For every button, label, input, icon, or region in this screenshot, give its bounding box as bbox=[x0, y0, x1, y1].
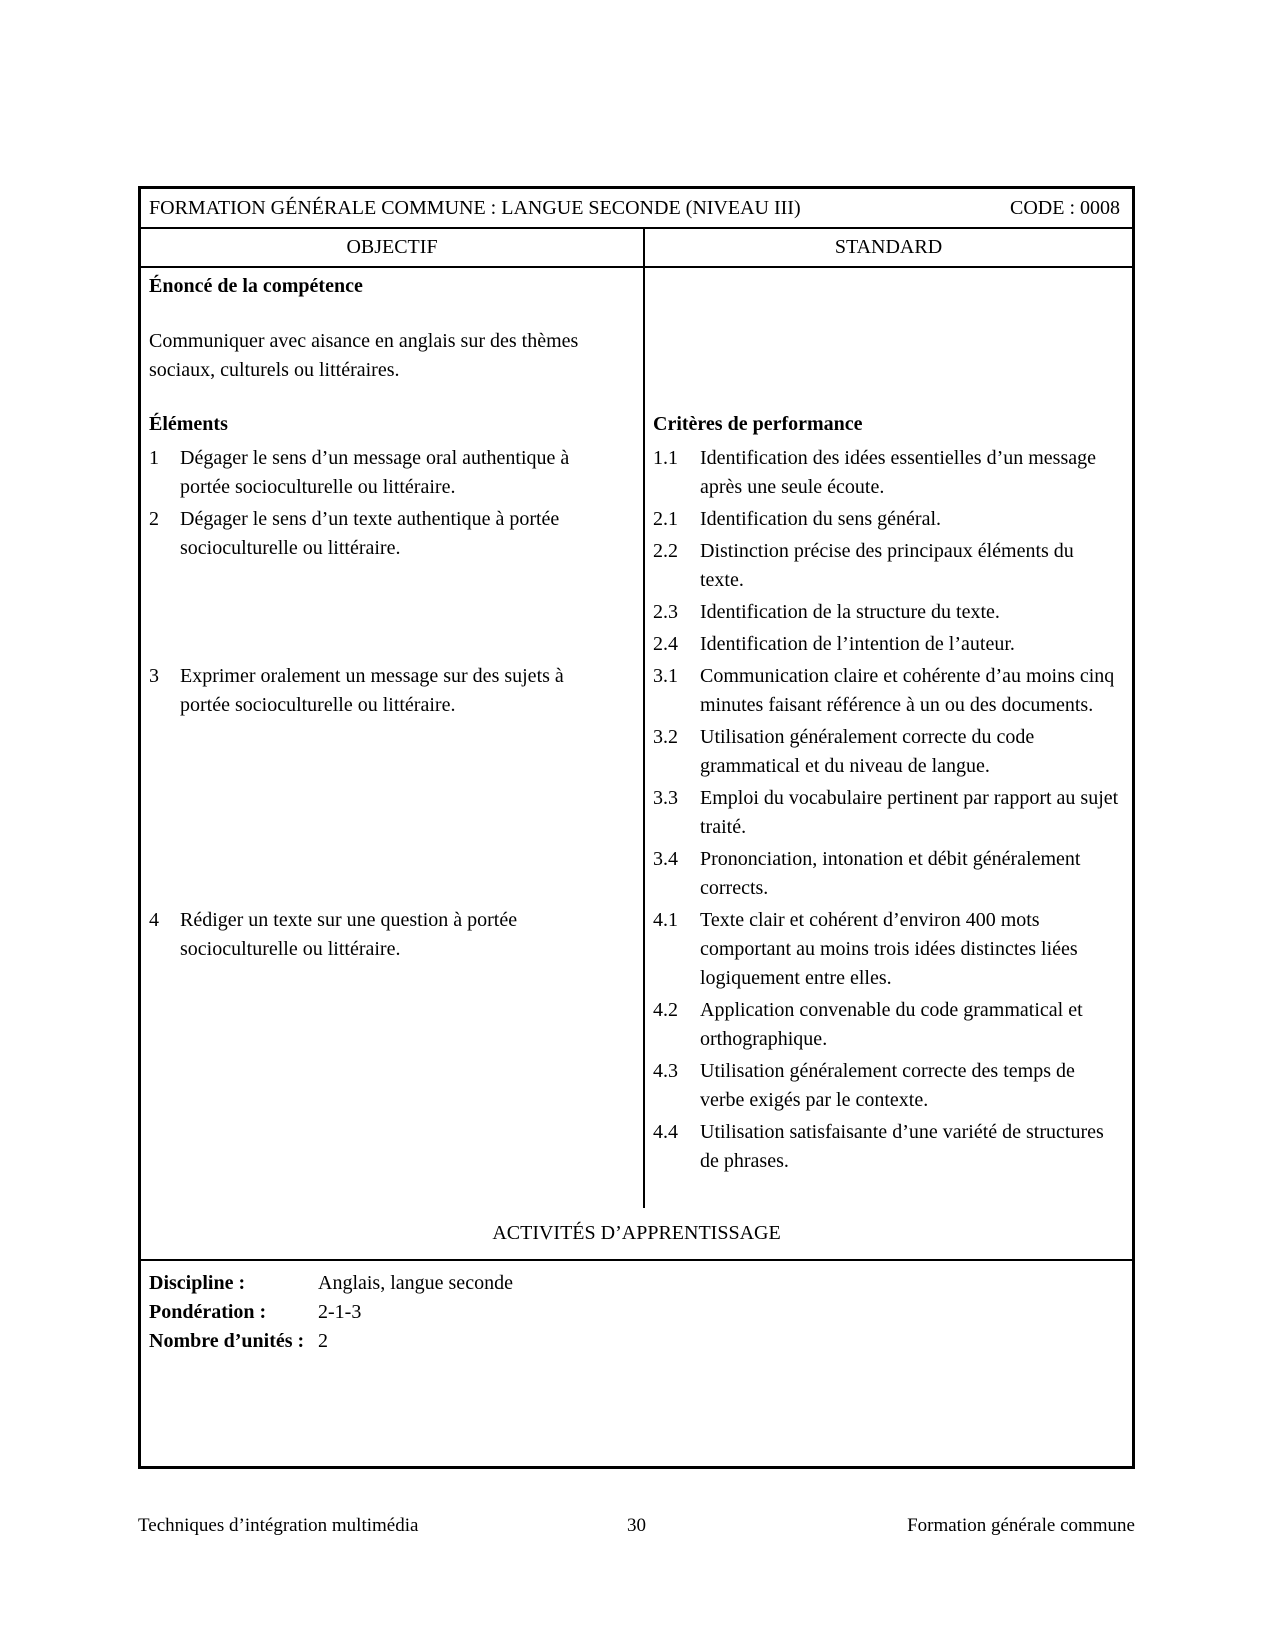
criterion-text: Utilisation généralement correcte du code grammatical et du niveau de langue. bbox=[700, 726, 1035, 777]
criterion-item bbox=[653, 723, 1124, 781]
criterion-number: 3.1 bbox=[653, 665, 678, 687]
footer-page-number: 30 bbox=[627, 1515, 646, 1536]
criterion-item bbox=[653, 1057, 1124, 1115]
element-number: 3 bbox=[149, 665, 159, 687]
criterion-number: 2.4 bbox=[653, 633, 678, 655]
field-label: Nombre d’unités : bbox=[149, 1330, 305, 1352]
criterion-text: Identification des idées essentielles d’un message après une seule écoute. bbox=[700, 447, 1096, 498]
field-value: Anglais, langue seconde bbox=[318, 1272, 513, 1294]
footer-program: Techniques d’intégration multimédia bbox=[138, 1515, 419, 1536]
criterion-number: 3.2 bbox=[653, 726, 678, 748]
criterion-number: 1.1 bbox=[653, 447, 678, 469]
document-title: FORMATION GÉNÉRALE COMMUNE : LANGUE SECONDE (NIVEAU III) bbox=[149, 196, 801, 219]
elements-heading: Éléments bbox=[149, 413, 228, 435]
criterion-number: 4.2 bbox=[653, 999, 678, 1021]
enonce-heading: Énoncé de la compétence bbox=[149, 275, 363, 297]
field-value: 2 bbox=[318, 1330, 328, 1352]
info-field-unites bbox=[149, 1327, 1124, 1356]
element-item bbox=[149, 444, 633, 502]
criteria-cell-3 bbox=[643, 662, 1132, 906]
criteria-cell-2 bbox=[643, 505, 1132, 662]
criterion-number: 2.3 bbox=[653, 601, 678, 623]
criterion-text: Distinction précise des principaux éléments du texte. bbox=[700, 540, 1074, 591]
criterion-text: Utilisation satisfaisante d’une variété de structures de phrases. bbox=[700, 1121, 1104, 1172]
activites-banner bbox=[141, 1208, 1132, 1261]
element-cell-4 bbox=[141, 906, 643, 1208]
enonce-text: Communiquer avec aisance en anglais sur des thèmes sociaux, culturels ou littéraires. bbox=[149, 330, 579, 381]
criterion-item bbox=[653, 1118, 1124, 1176]
criterion-item bbox=[653, 784, 1124, 842]
info-field-ponderation bbox=[149, 1298, 1124, 1327]
objectif-standard-body bbox=[141, 268, 1132, 1208]
field-label: Discipline : bbox=[149, 1272, 246, 1294]
element-text: Rédiger un texte sur une question à portée socioculturelle ou littéraire. bbox=[180, 909, 518, 960]
element-cell-2 bbox=[141, 505, 643, 662]
criterion-item bbox=[653, 845, 1124, 903]
criterion-text: Identification de l’intention de l’auteur. bbox=[700, 633, 1015, 655]
criterion-item bbox=[653, 630, 1124, 659]
criterion-number: 3.3 bbox=[653, 787, 678, 809]
criteria-cell-1 bbox=[643, 444, 1132, 505]
footer-section: Formation générale commune bbox=[907, 1515, 1135, 1536]
column-header-standard: STANDARD bbox=[643, 229, 1132, 266]
criterion-text: Texte clair et cohérent d’environ 400 mots comportant au moins trois idées distinctes liées logiquement entre elles. bbox=[700, 909, 1078, 989]
activites-info bbox=[141, 1261, 1132, 1466]
element-number: 1 bbox=[149, 447, 159, 469]
element-cell-1 bbox=[141, 444, 643, 505]
field-label: Pondération : bbox=[149, 1301, 267, 1323]
column-header-objectif: OBJECTIF bbox=[346, 236, 438, 258]
element-cell-3 bbox=[141, 662, 643, 906]
criterion-item bbox=[653, 444, 1124, 502]
element-text: Exprimer oralement un message sur des sujets à portée socioculturelle ou littéraire. bbox=[180, 665, 564, 716]
table-header-row bbox=[141, 189, 1132, 229]
element-number: 4 bbox=[149, 909, 159, 931]
page-footer bbox=[138, 1514, 1135, 1538]
criterion-text: Utilisation généralement correcte des temps de verbe exigés par le contexte. bbox=[700, 1060, 1075, 1111]
criterion-text: Prononciation, intonation et débit généralement corrects. bbox=[700, 848, 1081, 899]
criterion-text: Communication claire et cohérente d’au moins cinq minutes faisant référence à un ou des documents. bbox=[700, 665, 1115, 716]
activites-heading: ACTIVITÉS D’APPRENTISSAGE bbox=[492, 1222, 781, 1244]
competency-table bbox=[138, 186, 1135, 1469]
criterion-text: Identification de la structure du texte. bbox=[700, 601, 1000, 623]
criterion-item bbox=[653, 906, 1124, 993]
criteres-heading: Critères de performance bbox=[653, 413, 863, 435]
criterion-number: 2.2 bbox=[653, 540, 678, 562]
element-item bbox=[149, 505, 633, 563]
criterion-item bbox=[653, 662, 1124, 720]
criterion-number: 3.4 bbox=[653, 848, 678, 870]
element-item bbox=[149, 662, 633, 720]
criteria-cell-4 bbox=[643, 906, 1132, 1208]
criterion-text: Identification du sens général. bbox=[700, 508, 942, 530]
column-header-row bbox=[141, 229, 1132, 268]
criterion-item bbox=[653, 537, 1124, 595]
criterion-item bbox=[653, 598, 1124, 627]
element-number: 2 bbox=[149, 508, 159, 530]
element-text: Dégager le sens d’un message oral authentique à portée socioculturelle ou littéraire. bbox=[180, 447, 570, 498]
criterion-text: Application convenable du code grammatical et orthographique. bbox=[700, 999, 1083, 1050]
elements-heading-cell bbox=[141, 410, 643, 444]
standard-empty-cell bbox=[643, 268, 1132, 410]
criterion-number: 4.1 bbox=[653, 909, 678, 931]
element-text: Dégager le sens d’un texte authentique à portée socioculturelle ou littéraire. bbox=[180, 508, 560, 559]
enonce-block bbox=[141, 268, 643, 410]
criterion-item bbox=[653, 505, 1124, 534]
criteres-heading-cell bbox=[643, 410, 1132, 444]
criterion-item bbox=[653, 996, 1124, 1054]
criterion-number: 4.4 bbox=[653, 1121, 678, 1143]
criterion-number: 4.3 bbox=[653, 1060, 678, 1082]
element-item bbox=[149, 906, 633, 964]
field-value: 2-1-3 bbox=[318, 1301, 362, 1323]
criterion-text: Emploi du vocabulaire pertinent par rapport au sujet traité. bbox=[700, 787, 1119, 838]
criterion-number: 2.1 bbox=[653, 508, 678, 530]
info-field-discipline bbox=[149, 1269, 1124, 1298]
course-code: CODE : 0008 bbox=[1010, 196, 1120, 219]
